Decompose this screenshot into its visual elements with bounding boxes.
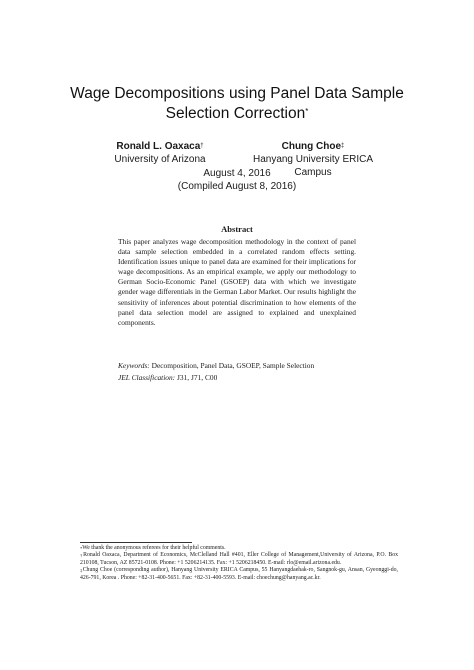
keywords-label: Keywords: xyxy=(118,361,150,370)
title-line-1: Wage Decompositions using Panel Data Sample xyxy=(70,85,404,102)
abstract-body: This paper analyzes wage decomposition methodology in the context of panel data sample selection embedded in a correlated random effects setting. Identification issues unique to panel data are examined for their implications for wage decompositions. As an empirical example, we apply our methodology to German Socio-Economic Panel (GSOEP) data with which we investigate gender wage differentials in the German Labor Market. Our results highlight the sensitivity of inferences about potential discrimination to how elements of the panel data selection model are assigned to explained and unexplained components. xyxy=(118,237,356,327)
footnote-mark: * xyxy=(80,546,83,551)
author-footnote-mark: ‡ xyxy=(341,143,345,149)
title-footnote-mark: * xyxy=(305,107,309,116)
author-affiliation: Hanyang University ERICA Campus xyxy=(252,154,374,178)
author-footnote-mark: † xyxy=(200,143,204,149)
author-name-text: Chung Choe xyxy=(281,141,342,152)
footnote-text: Chung Choe (corresponding author), Hanyang University ERICA Campus, 55 Hanyangdaehak-ro, Sangnok-gu, Ansan, Gyeonggi-do, 426-791, Korea . Phone: +82-31-400-5651. Fax: +82-31-400-5593. E-mail: choechung@hanyang.ac.kr. xyxy=(80,567,398,581)
compiled-date: (Compiled August 8, 2016) xyxy=(177,181,297,192)
footnote-text: Ronald Oaxaca, Department of Economics, McClelland Hall #401, Eller College of Management,University of Arizona, P.O. Box 210108, Tucson, AZ 85721-0108. Phone: +1 5206214135. Fax: +1 5206218450. E-mail: rlo@email.arizona.edu. xyxy=(80,552,398,566)
author-oaxaca xyxy=(100,140,220,166)
paper-date: August 4, 2016 xyxy=(203,168,271,179)
paper-title xyxy=(60,84,414,124)
footnote-mark: ‡ xyxy=(80,568,83,574)
keywords-block xyxy=(118,360,368,383)
author-name-text: Ronald L. Oaxaca xyxy=(116,141,201,152)
author-name xyxy=(248,140,378,153)
date-block xyxy=(137,167,337,193)
footnote-item xyxy=(80,567,398,582)
keywords-line xyxy=(118,360,368,372)
footnote-item xyxy=(80,552,398,567)
footnote-text: We thank the anonymous referees for their helpful comments. xyxy=(82,545,226,551)
footnotes xyxy=(80,545,398,582)
keywords-value: Decomposition, Panel Data, GSOEP, Sample Selection xyxy=(151,361,315,370)
author-affiliation: University of Arizona xyxy=(114,154,206,165)
author-name xyxy=(100,140,220,153)
jel-value: J31, J71, C00 xyxy=(177,372,218,382)
footnote-divider xyxy=(80,542,192,543)
abstract-heading: Abstract xyxy=(221,224,253,234)
footnote-mark: † xyxy=(80,553,84,559)
title-line-2 xyxy=(60,104,414,124)
jel-line xyxy=(118,372,368,384)
title-line-2-text: Selection Correction xyxy=(165,105,306,122)
jel-label: JEL Classification: xyxy=(118,372,176,382)
